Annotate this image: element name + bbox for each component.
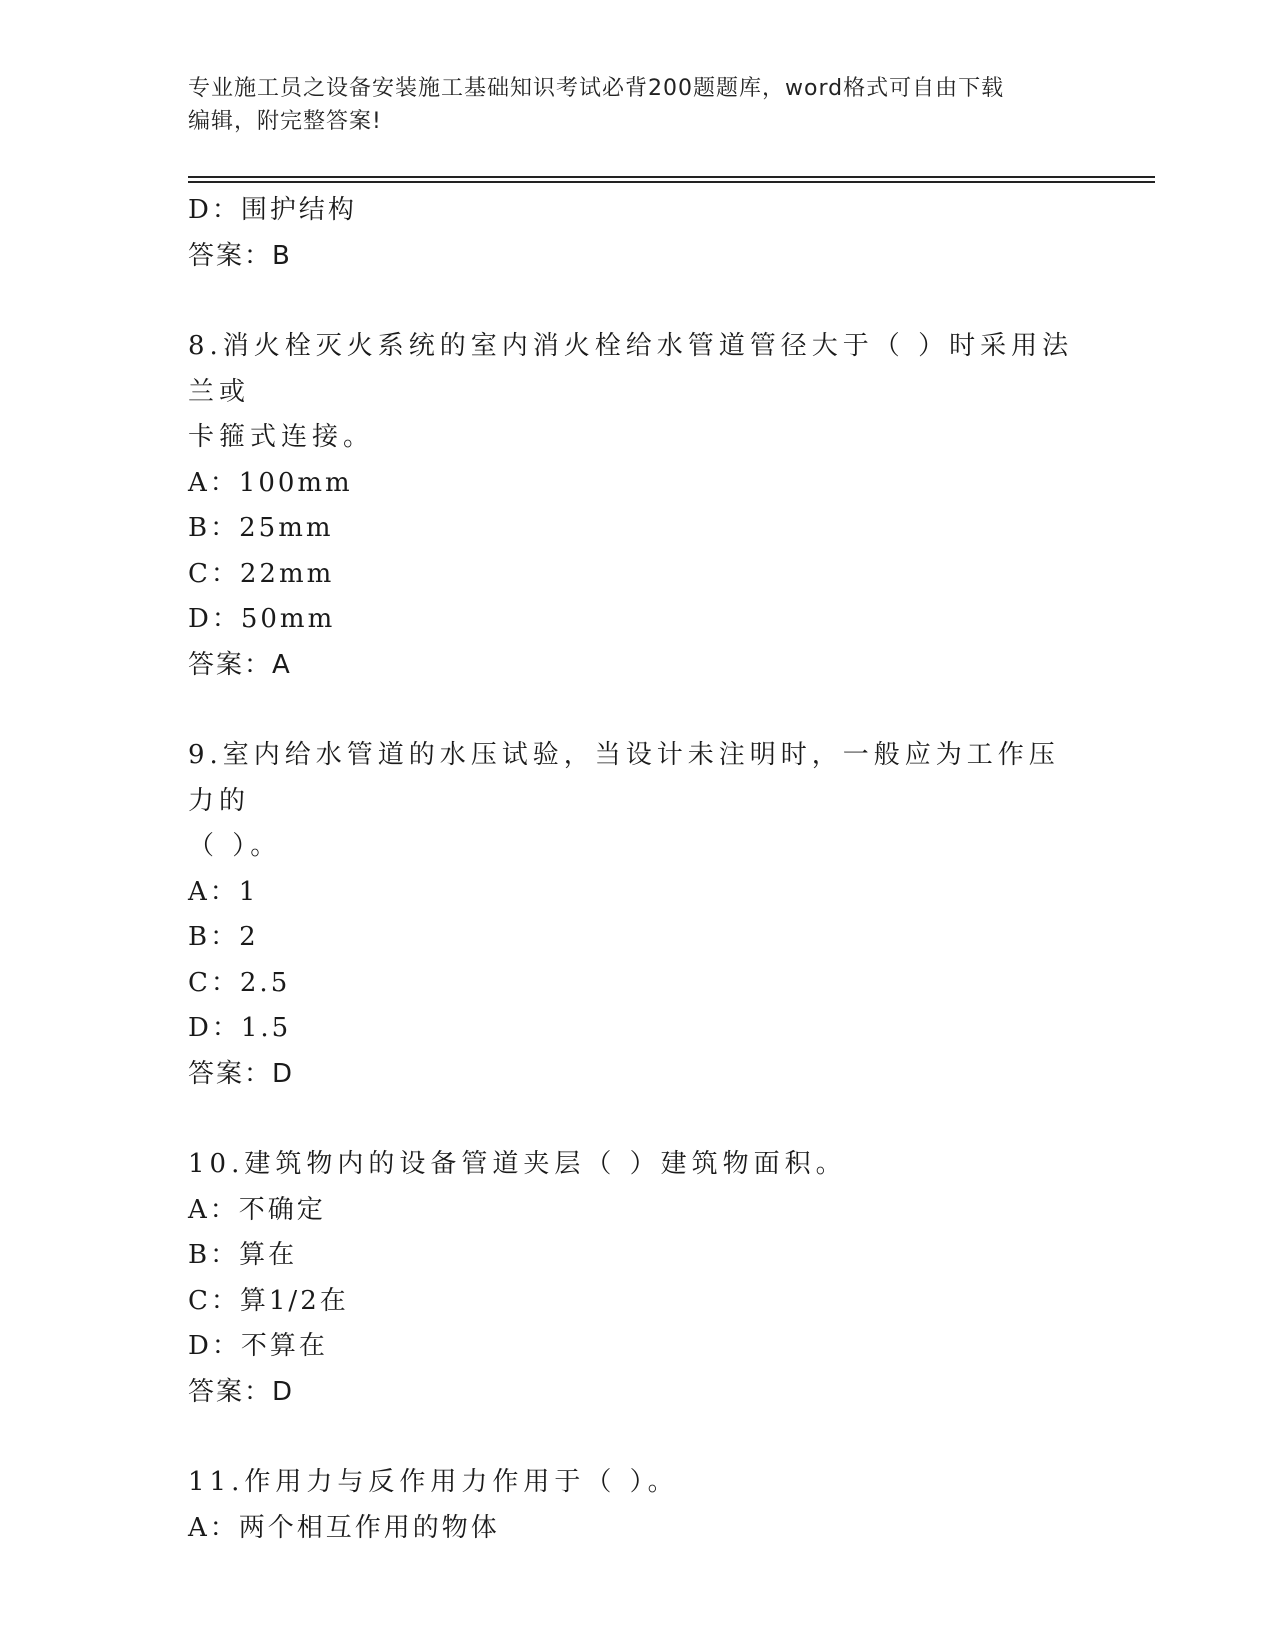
- option-b: B：25mm: [188, 513, 334, 543]
- spacer: [188, 1415, 1088, 1460]
- option-d: D：1.5: [188, 1013, 292, 1043]
- question-text-line-1: 8.消火栓灭火系统的室内消火栓给水管道管径大于（ ）时采用法兰或: [188, 331, 1074, 407]
- question-text-line-2: （ ）。: [188, 831, 282, 861]
- option-c: C：22mm: [188, 558, 335, 589]
- question-block-7-tail: [188, 188, 1088, 279]
- header-rule-bottom: [188, 181, 1155, 183]
- option-a: A：两个相互作用的物体: [188, 1512, 500, 1543]
- answer-line: 答案：A: [188, 649, 292, 680]
- spacer: [188, 688, 1088, 733]
- option-a: A：1: [188, 876, 259, 907]
- option-d: D：不算在: [188, 1331, 328, 1361]
- question-text: [188, 1460, 1088, 1506]
- option-d: D：50mm: [188, 604, 336, 634]
- question-block-8: [188, 324, 1088, 688]
- option-c: C：算1/2在: [188, 1285, 349, 1316]
- question-list: [188, 188, 1088, 1551]
- document-header: [188, 72, 1088, 138]
- spacer: [188, 279, 1088, 324]
- header-line-1: 专业施工员之设备安装施工基础知识考试必背200题题库，word格式可自由下载: [188, 76, 1005, 101]
- option-a: A：不确定: [188, 1194, 326, 1225]
- option-b: B：2: [188, 922, 259, 952]
- question-block-11: [188, 1460, 1088, 1551]
- option-d: D：围护结构: [188, 195, 357, 225]
- spacer: [188, 1097, 1088, 1142]
- header-line-2: 编辑，附完整答案!: [188, 109, 382, 134]
- question-block-9: [188, 733, 1088, 1097]
- header-rule-top: [188, 176, 1155, 178]
- question-text-line-1: 10.建筑物内的设备管道夹层（ ）建筑物面积。: [188, 1149, 847, 1179]
- question-block-10: [188, 1142, 1088, 1415]
- question-text-line-1: 11.作用力与反作用力作用于（ ）。: [188, 1467, 679, 1497]
- question-text: [188, 324, 1088, 461]
- answer-line: 答案：D: [188, 1376, 295, 1407]
- question-text: [188, 733, 1088, 870]
- option-b: B：算在: [188, 1240, 298, 1270]
- question-text-line-2: 卡箍式连接。: [188, 422, 375, 452]
- question-text-line-1: 9.室内给水管道的水压试验，当设计未注明时，一般应为工作压力的: [188, 740, 1060, 816]
- answer-line: 答案：D: [188, 1058, 295, 1089]
- option-c: C：2.5: [188, 967, 291, 998]
- question-text: [188, 1142, 1088, 1188]
- option-a: A：100mm: [188, 467, 353, 498]
- answer-line: 答案：B: [188, 240, 292, 271]
